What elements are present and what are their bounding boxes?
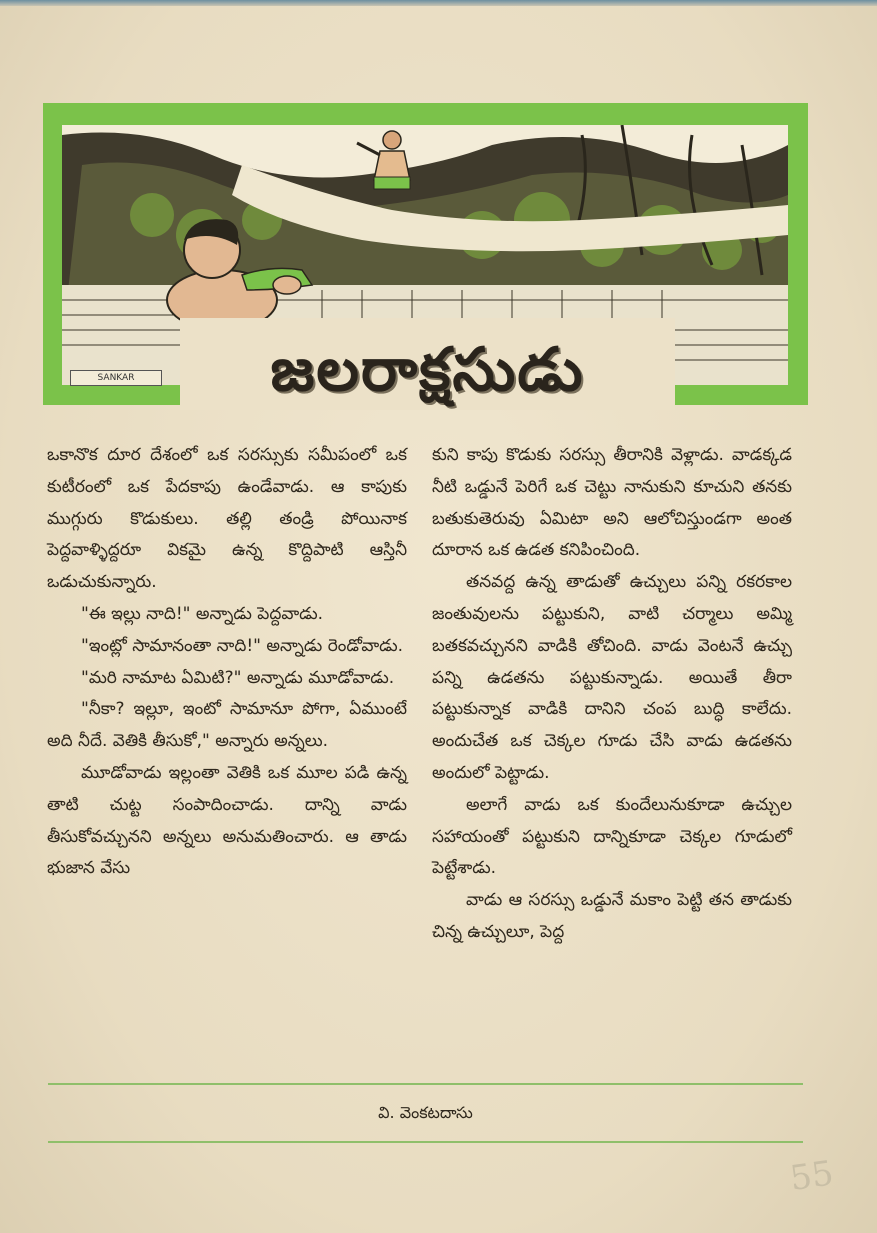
page-number: 55	[787, 1153, 836, 1199]
paragraph: "ఇంట్లో సామానంతా నాది!" అన్నాడు రెండోవాడు.	[81, 635, 403, 656]
paragraph: మూడోవాడు ఇల్లంతా వెతికి ఒక మూల పడి ఉన్న తాటి చుట్ట సంపాదించాడు. దాన్ని వాడు తీసుకోవచ్చునని అన్నలు అనుమతించారు. ఆ తాడు భుజాన వేసు	[47, 762, 407, 879]
author-rule-bottom	[48, 1141, 803, 1143]
top-edge	[0, 0, 877, 6]
paragraph: "నీకా? ఇల్లూ, ఇంటో సామానూ పోగా, ఏముంటే అది నీదే. వెతికి తీసుకో," అన్నారు అన్నలు.	[47, 699, 407, 752]
paragraph: అలాగే వాడు ఒక కుందేలునుకూడా ఉచ్చుల సహాయంతో పట్టుకుని దాన్నికూడా చెక్కల గూడులో పెట్టేశాడు.	[432, 794, 792, 879]
artist-signature: SANKAR	[70, 370, 162, 386]
paragraph: "ఈ ఇల్లు నాది!" అన్నాడు పెద్దవాడు.	[81, 603, 323, 624]
author-rule-top	[48, 1083, 803, 1085]
paragraph: ఒకానొక దూర దేశంలో ఒక సరస్సుకు సమీపంలో ఒక కుటీరంలో ఒక పేదకాపు ఉండేవాడు. ఆ కాపుకు ముగ్గురు కొడుకులు. తల్లి తండ్రి పోయినాక పెద్దవాళ్ళిద్దరూ వికమై ఉన్న కొద్దిపాటి ఆస్తినీ ఒడుచుకున్నారు.	[47, 445, 407, 593]
paragraph: "మరి నామాట ఏమిటి?" అన్నాడు మూడోవాడు.	[81, 667, 395, 688]
left-column	[47, 440, 407, 885]
paragraph: తనవద్ద ఉన్న తాడుతో ఉచ్చులు పన్ని రకరకాల జంతువులను పట్టుకుని, వాటి చర్మాలు అమ్మి బతకవచ్చునని వాడికి తోచింది. వాడు వెంటనే ఉచ్చు పన్ని ఉడతను పట్టుకున్నాడు. అయితే తీరా పట్టుకున్నాక వాడికి దానిని చంప బుద్ధి కాలేదు. అందుచేత ఒక చెక్కల గూడు చేసి వాడు ఉడతను అందులో పెట్టాడు.	[432, 572, 792, 783]
story-title: జలరాక్షసుడు	[270, 335, 585, 405]
author-name: వి. వెంకటదాసు	[378, 1103, 473, 1122]
paragraph: కుని కాపు కొడుకు సరస్సు తీరానికి వెళ్లాడు. వాడక్కడ నీటి ఒడ్డునే పెరిగే ఒక చెట్టు నానుకుని కూచుని తనకు బతుకుతెరువు ఏమిటా అని ఆలోచిస్తుండగా అంత దూరాన ఒక ఉడత కనిపించింది.	[432, 445, 792, 561]
right-column	[432, 440, 792, 949]
paragraph: వాడు ఆ సరస్సు ఒడ్డునే మకాం పెట్టి తన తాడుకు చిన్న ఉచ్చులూ, పెద్ద	[432, 890, 792, 942]
